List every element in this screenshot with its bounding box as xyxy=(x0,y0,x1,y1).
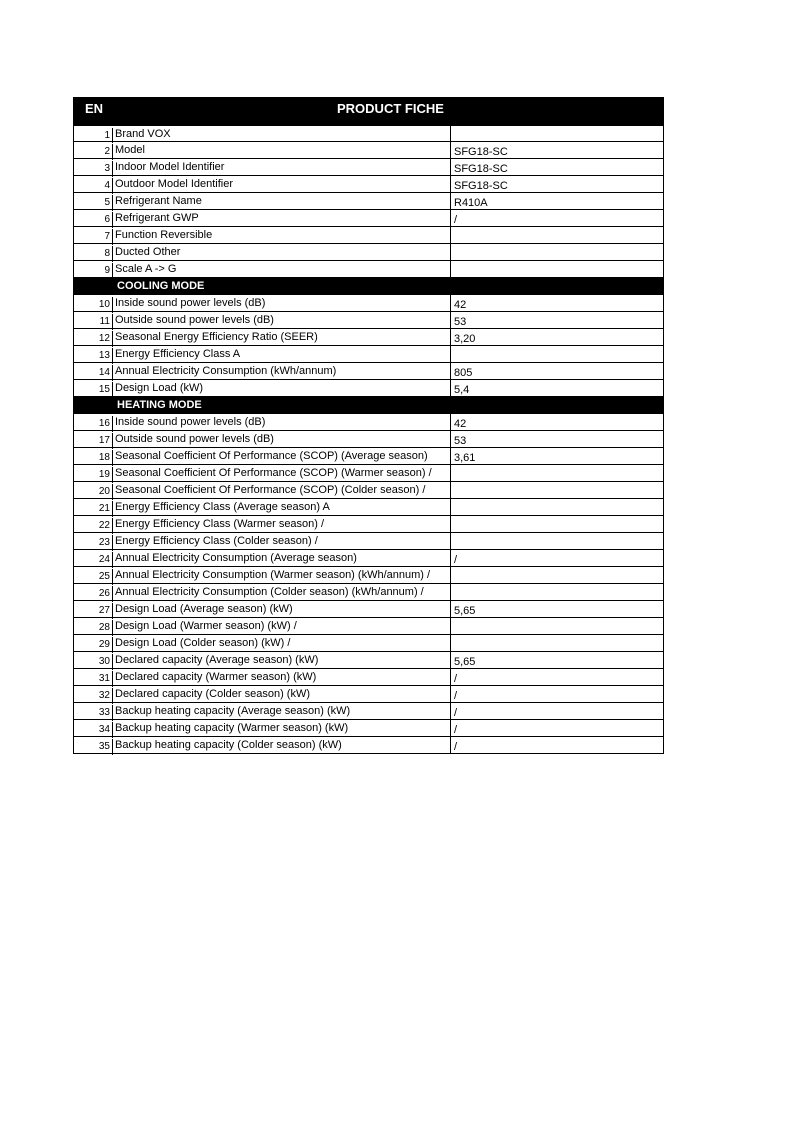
cooling-mode-header: COOLING MODE xyxy=(73,278,664,295)
row-label: Annual Electricity Consumption (Average season) xyxy=(113,550,451,566)
row-value: 42 xyxy=(454,418,467,430)
row-label: Declared capacity (Average season) (kW) xyxy=(113,652,451,668)
row-number: 11 xyxy=(74,314,113,330)
table-row xyxy=(73,516,664,533)
row-number: 32 xyxy=(74,688,113,704)
row-label: Brand VOX xyxy=(113,126,451,141)
row-value: 5,65 xyxy=(454,605,476,617)
row-number: 10 xyxy=(74,297,113,313)
row-value xyxy=(451,263,663,279)
row-label: Scale A -> G xyxy=(113,261,451,277)
row-number: 1 xyxy=(74,128,113,143)
table-row xyxy=(73,125,664,142)
table-row xyxy=(73,635,664,652)
row-value: 805 xyxy=(454,367,473,379)
row-value: 5,4 xyxy=(454,384,470,396)
table-row xyxy=(73,329,664,346)
row-number: 16 xyxy=(74,416,113,432)
row-label: Seasonal Energy Efficiency Ratio (SEER) xyxy=(113,329,451,345)
row-number: 7 xyxy=(74,229,113,245)
row-label: Design Load (Average season) (kW) xyxy=(113,601,451,617)
heating-mode-header: HEATING MODE xyxy=(73,397,664,414)
table-row xyxy=(73,584,664,601)
row-number: 34 xyxy=(74,722,113,738)
row-number: 6 xyxy=(74,212,113,228)
row-value: R410A xyxy=(454,197,488,209)
table-row xyxy=(73,686,664,703)
row-label: Seasonal Coefficient Of Performance (SCOP) (Average season) xyxy=(113,448,451,464)
row-value xyxy=(451,501,663,517)
row-value: / xyxy=(454,690,458,702)
table-row xyxy=(73,159,664,176)
row-label: Function Reversible xyxy=(113,227,451,243)
table-row xyxy=(73,431,664,448)
table-row xyxy=(73,176,664,193)
row-value xyxy=(451,467,663,483)
general-section xyxy=(73,125,664,278)
row-number: 15 xyxy=(74,382,113,398)
row-label: Seasonal Coefficient Of Performance (SCOP) (Warmer season) / xyxy=(113,465,451,481)
table-row xyxy=(73,567,664,584)
row-label: Energy Efficiency Class (Colder season) / xyxy=(113,533,451,549)
product-fiche-table xyxy=(73,97,664,754)
table-row xyxy=(73,720,664,737)
row-value xyxy=(451,637,663,653)
row-number: 21 xyxy=(74,501,113,517)
row-value: 3,61 xyxy=(454,452,476,464)
row-value: SFG18-SC xyxy=(454,146,508,158)
table-row xyxy=(73,618,664,635)
row-value: 53 xyxy=(454,435,467,447)
row-number: 33 xyxy=(74,705,113,721)
row-value: 42 xyxy=(454,299,467,311)
row-label: Ducted Other xyxy=(113,244,451,260)
row-number: 35 xyxy=(74,739,113,755)
row-number: 13 xyxy=(74,348,113,364)
row-label: Annual Electricity Consumption (Colder season) (kWh/annum) / xyxy=(113,584,451,600)
table-row xyxy=(73,414,664,431)
row-value xyxy=(451,229,663,245)
row-label: Declared capacity (Colder season) (kW) xyxy=(113,686,451,702)
row-number: 8 xyxy=(74,246,113,262)
row-label: Outside sound power levels (dB) xyxy=(113,431,451,447)
language-code: EN xyxy=(85,101,104,116)
row-label: Energy Efficiency Class (Warmer season) / xyxy=(113,516,451,532)
row-label: Seasonal Coefficient Of Performance (SCOP) (Colder season) / xyxy=(113,482,451,498)
row-label: Indoor Model Identifier xyxy=(113,159,451,175)
row-number: 28 xyxy=(74,620,113,636)
table-row xyxy=(73,295,664,312)
row-value: 3,20 xyxy=(454,333,476,345)
table-row xyxy=(73,210,664,227)
row-label: Backup heating capacity (Colder season) (kW) xyxy=(113,737,451,753)
row-value xyxy=(451,128,663,143)
row-label: Energy Efficiency Class A xyxy=(113,346,451,362)
row-label: Refrigerant Name xyxy=(113,193,451,209)
row-value xyxy=(451,535,663,551)
row-number: 19 xyxy=(74,467,113,483)
table-row xyxy=(73,533,664,550)
row-number: 23 xyxy=(74,535,113,551)
row-value: / xyxy=(454,707,458,719)
row-label: Annual Electricity Consumption (Warmer season) (kWh/annum) / xyxy=(113,567,451,583)
row-label: Inside sound power levels (dB) xyxy=(113,295,451,311)
table-row xyxy=(73,261,664,278)
row-label: Design Load (kW) xyxy=(113,380,451,396)
table-row xyxy=(73,499,664,516)
table-row xyxy=(73,312,664,329)
row-number: 14 xyxy=(74,365,113,381)
row-value: SFG18-SC xyxy=(454,163,508,175)
table-row xyxy=(73,669,664,686)
row-number: 18 xyxy=(74,450,113,466)
row-label: Design Load (Warmer season) (kW) / xyxy=(113,618,451,634)
row-number: 4 xyxy=(74,178,113,194)
row-label: Declared capacity (Warmer season) (kW) xyxy=(113,669,451,685)
row-value: 53 xyxy=(454,316,467,328)
fiche-title: PRODUCT FICHE xyxy=(337,101,444,116)
row-label: Annual Electricity Consumption (kWh/annum) xyxy=(113,363,451,379)
row-value xyxy=(451,569,663,585)
table-row xyxy=(73,652,664,669)
row-number: 29 xyxy=(74,637,113,653)
cooling-section xyxy=(73,295,664,397)
row-number: 31 xyxy=(74,671,113,687)
row-label: Model xyxy=(113,142,451,158)
row-label: Energy Efficiency Class (Average season) A xyxy=(113,499,451,515)
row-label: Outside sound power levels (dB) xyxy=(113,312,451,328)
table-row xyxy=(73,601,664,618)
row-value: / xyxy=(454,554,458,566)
table-row xyxy=(73,737,664,754)
row-value xyxy=(451,518,663,534)
table-row xyxy=(73,380,664,397)
row-number: 2 xyxy=(74,144,113,160)
row-label: Refrigerant GWP xyxy=(113,210,451,226)
row-label: Inside sound power levels (dB) xyxy=(113,414,451,430)
row-number: 24 xyxy=(74,552,113,568)
row-label: Outdoor Model Identifier xyxy=(113,176,451,192)
table-row xyxy=(73,193,664,210)
row-value xyxy=(451,246,663,262)
row-value xyxy=(451,484,663,500)
table-row xyxy=(73,142,664,159)
row-value xyxy=(451,620,663,636)
row-number: 12 xyxy=(74,331,113,347)
table-row xyxy=(73,363,664,380)
row-number: 9 xyxy=(74,263,113,279)
row-value: SFG18-SC xyxy=(454,180,508,192)
row-value: / xyxy=(454,673,458,685)
heating-section xyxy=(73,414,664,754)
row-value: / xyxy=(454,724,458,736)
row-value: 5,65 xyxy=(454,656,476,668)
fiche-header xyxy=(73,97,664,125)
table-row xyxy=(73,550,664,567)
row-value: / xyxy=(454,214,458,226)
row-number: 30 xyxy=(74,654,113,670)
table-row xyxy=(73,227,664,244)
row-number: 25 xyxy=(74,569,113,585)
row-number: 22 xyxy=(74,518,113,534)
row-label: Backup heating capacity (Average season) (kW) xyxy=(113,703,451,719)
row-label: Design Load (Colder season) (kW) / xyxy=(113,635,451,651)
row-value xyxy=(451,348,663,364)
table-row xyxy=(73,465,664,482)
table-row xyxy=(73,346,664,363)
table-row xyxy=(73,703,664,720)
row-number: 3 xyxy=(74,161,113,177)
table-row xyxy=(73,448,664,465)
row-number: 26 xyxy=(74,586,113,602)
row-value xyxy=(451,586,663,602)
row-value: / xyxy=(454,741,458,753)
table-row xyxy=(73,482,664,499)
row-number: 5 xyxy=(74,195,113,211)
row-number: 20 xyxy=(74,484,113,500)
row-number: 27 xyxy=(74,603,113,619)
row-label: Backup heating capacity (Warmer season) (kW) xyxy=(113,720,451,736)
row-number: 17 xyxy=(74,433,113,449)
table-row xyxy=(73,244,664,261)
